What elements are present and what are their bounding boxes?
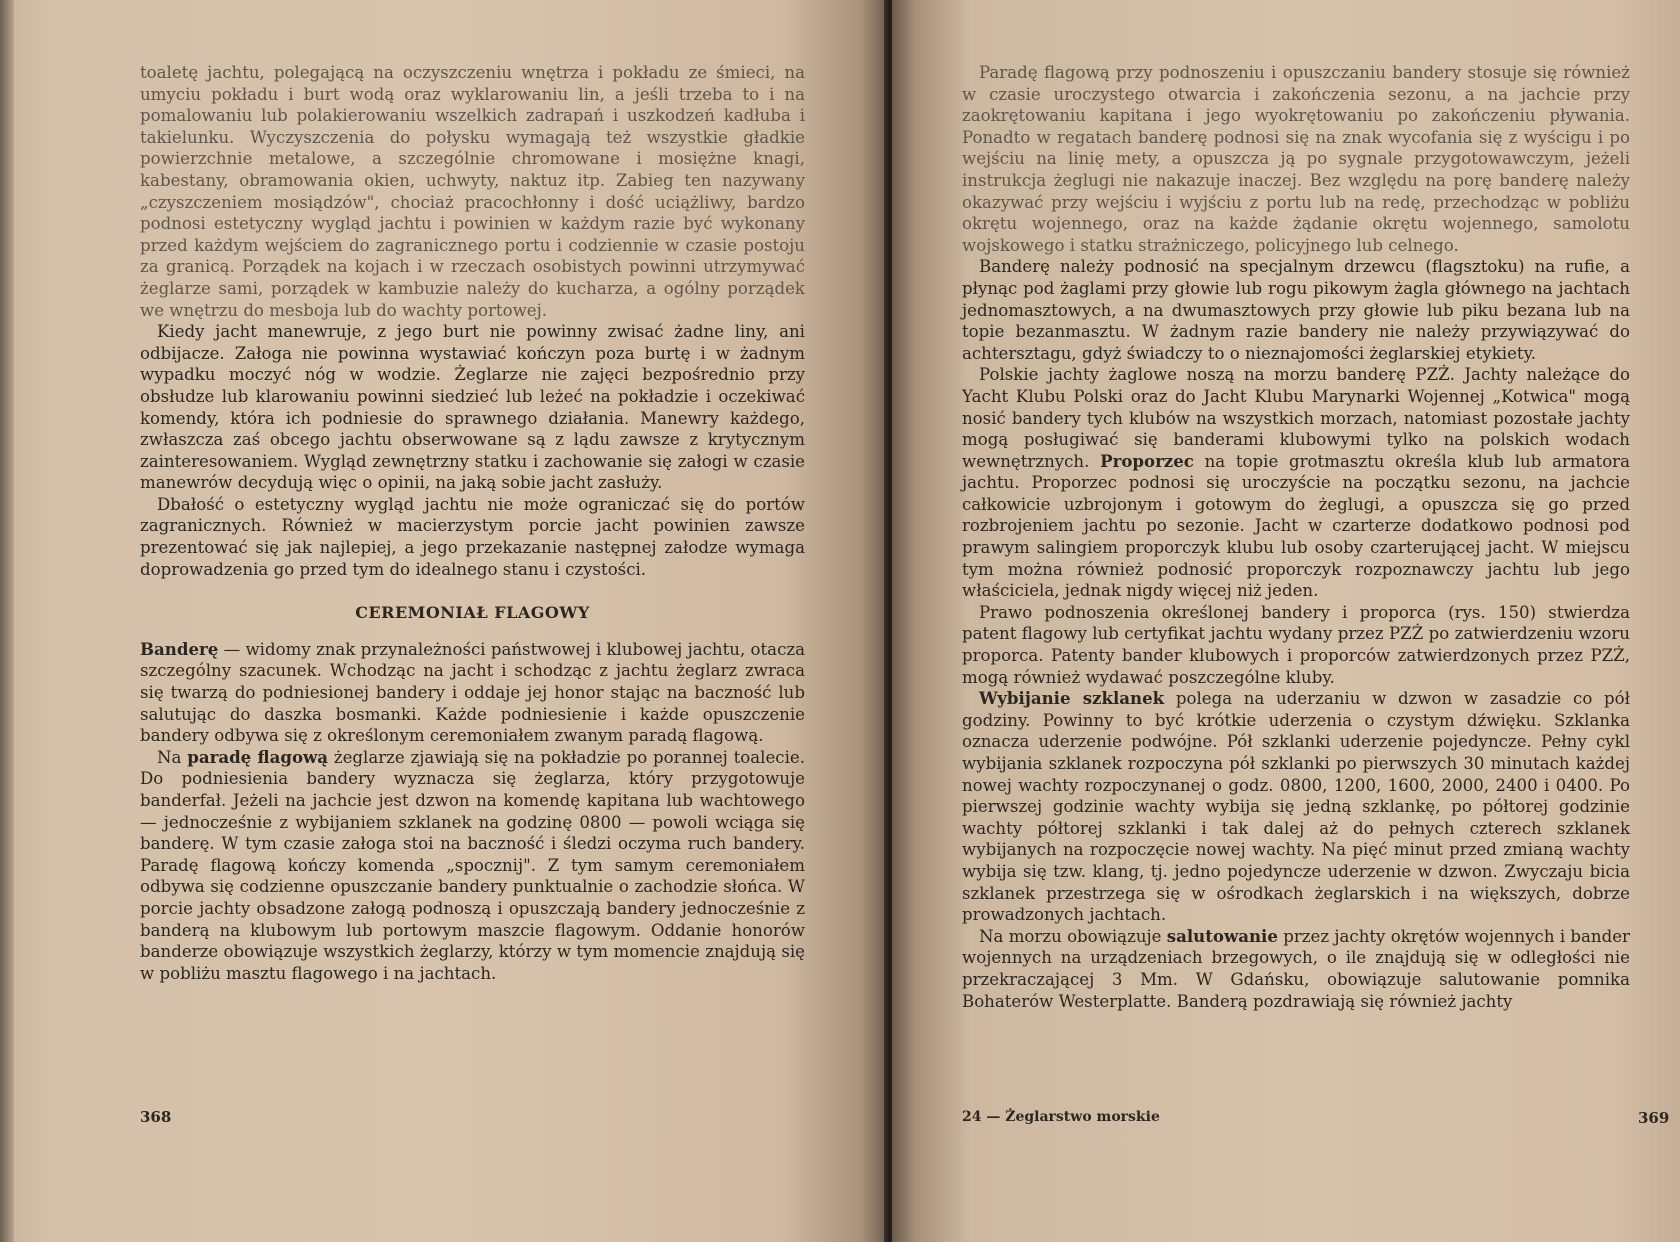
bold-term: Wybijanie szklanek (979, 688, 1165, 709)
paragraph-text: Na morzu obowiązuje (979, 926, 1167, 946)
paragraph-text: Polskie jachty żaglowe noszą na morzu banderę PZŻ. Jachty należące do Yacht Klubu Polski oraz do Jacht Klubu Marynarki Wojennej „Kotwica" mogą nosić bandery tych klubów na wszystkich morzach, natomiast pozostałe jachty mogą posługiwać się banderami klubowymi tylko na polskich wodach wewnętrznych. (962, 365, 1630, 471)
left-page-text (140, 62, 805, 984)
paragraph (962, 364, 1630, 602)
paragraph (140, 747, 805, 985)
paragraph: Kiedy jacht manewruje, z jego burt nie powinny zwisać żadne liny, ani odbijacze. Załoga nie powinna wystawiać kończyn poza burtę i w żadnym wypadku moczyć nóg w wodzie. Żeglarze nie zajęci bezpośrednio przy obsłudze lub klarowaniu powinni siedzieć lub leżeć na pokładzie i oczekiwać komendy, która ich podniesie do sprawnego działania. Manewry każdego, zwłaszcza zaś obcego jachtu obserwowane są z lądu zawsze z krytycznym zainteresowaniem. Wygląd zewnętrzny statku i zachowanie się załogi w czasie manewrów decydują więc o opinii, na jaką sobie jacht zasłuży. (140, 322, 805, 493)
paragraph: Banderę należy podnosić na specjalnym drzewcu (flagsztoku) na rufie, a płynąc pod żaglami przy głowie lub rogu pikowym żagla głównego na jachtach jednomasztowych, a na dwumasztowych przy głowie lub piku bezana lub na topie bezanmasztu. W żadnym razie bandery nie należy przywiązywać do achtersztagu, gdyż świadczy to o nieznajomości żeglarskiej etykiety. (962, 257, 1630, 363)
bold-term: salutowanie (1166, 925, 1278, 946)
paragraph: Prawo podnoszenia określonej bandery i proporca (rys. 150) stwierdza patent flagowy lub certyfikat jachtu wydany przez PZŻ po zatwierdzeniu wzoru proporca. Patenty bander klubowych i proporców zatwierdzonych przez PZŻ, mogą również wydawać poszczególne kluby. (962, 602, 1630, 687)
paragraph-text: polega na uderzaniu w dzwon w zasadzie co pół godziny. Powinny to być krótkie uderzenia o czystym dźwięku. Szklanka oznacza uderzenie podwójne. Pół szklanki uderzenie pojedyncze. Pełny cykl wybijania szklanek rozpoczyna pół szklanki po pierwszych 30 minutach każdej nowej wachty rozpoczynanej o godz. 0800, 1200, 1600, 2000, 2400 i 0400. Po pierwszej godzinie wachty wybija się jedną szklankę, po półtorej godzinie wachty półtorej szklanki i tak dalej aż do pełnych czterech szklanek wybijanych na rozpoczęcie nowej wachty. Na pięć minut przed zmianą wachty wybija się tzw. klang, tj. jedno pojedyncze uderzenie w dzwon. Zwyczaju bicia szklanek przestrzega się w ośrodkach żeglarskich i na większych, dobrze prowadzonych jachtach. (962, 689, 1631, 925)
paragraph (962, 926, 1630, 1012)
paragraph-text: na topie grotmasztu określa klub lub armatora jachtu. Proporzec podnosi się uroczyście na początku sezonu, na jachcie całkowicie uzbrojonym i gotowym do żeglugi, a opuszcza się go przed rozbrojeniem jachtu po sezonie. Jacht w czarterze dodatkowo podnosi pod prawym salingiem proporczyk klubu lub osoby czarterującej jacht. W miejscu tym można również podnosić proporczyk rozpoznawczy jachtu lub jego właściciela, jednak nigdy więcej niż jeden. (962, 451, 1631, 601)
paragraph: toaletę jachtu, polegającą na oczyszczeniu wnętrza i pokładu ze śmieci, na umyciu pokładu i burt wodą oraz wyklarowaniu lin, a jeśli trzeba to i na pomalowaniu lub polakierowaniu wszelkich zadrapań i uszkodzeń kadłuba i takielunku. Wyczyszczenia do połysku wymagają też wszystkie gładkie powierzchnie metalowe, a szczególnie chromowane i mosiężne knagi, kabestany, obramowania okien, uchwyty, naktuz itp. Zabieg ten nazywany „czyszczeniem mosiądzów", chociaż pracochłonny i dość uciążliwy, bardzo podnosi estetyczny wygląd jachtu i powinien w każdym razie być wykonany przed każdym wejściem do zagranicznego portu i codziennie w czasie postoju za granicą. Porządek na kojach i w rzeczach osobistych powinni utrzymywać żeglarze sami, porządek w kambuzie należy do kucharza, a ogólny porządek we wnętrzu do mesboja lub do wachty portowej. (140, 63, 805, 320)
paragraph (962, 688, 1630, 926)
paragraph: Paradę flagową przy podnoszeniu i opuszczaniu bandery stosuje się również w czasie uroczystego otwarcia i zakończenia sezonu, a na jachcie przy zaokrętowaniu kapitana i jego wyokrętowaniu po zakończeniu pływania. Ponadto w regatach banderę podnosi się na znak wycofania się z wyścigu i po wejściu na linię mety, a opuszcza ją po sygnale przygotowawczym, jeżeli instrukcja żeglugi nie nakazuje inaczej. Bez względu na porę banderę należy okazywać przy wejściu i wyjściu z portu lub na redę, przechodząc w pobliżu okrętu wojennego, oraz na każde żądanie okrętu wojennego, samolotu wojskowego i statku strażniczego, policyjnego lub celnego. (962, 63, 1630, 255)
paragraph (140, 639, 805, 747)
bold-term: Proporzec (1100, 450, 1194, 471)
paragraph-text: przez jachty okrętów wojennych i bander wojennych na urządzeniach brzegowych, o ile znajdują się w odległości nie przekraczającej 3 Mm. W Gdańsku, obowiązuje salutowanie pomnika Bohaterów Westerplatte. Banderą pozdrawiają się również jachty (962, 926, 1630, 1011)
page-number: 368 (140, 1108, 172, 1126)
paragraph-text: Na (157, 747, 188, 767)
paragraph-text: żeglarze zjawiają się na pokładzie po porannej toalecie. Do podniesienia bandery wyznacza się żeglarza, który przygotowuje banderfał. Jeżeli na jachcie jest dzwon na komendę kapitana lub wachtowego — jednocześnie z wybijaniem szklanek na godzinę 0800 — powoli wciąga się banderę. W tym czasie załoga stoi na baczność i śledzi oczyma ruch bandery. Paradę flagową kończy komenda „spocznij". Z tym samym ceremoniałem odbywa się codzienne opuszczanie bandery punktualnie o zachodzie słońca. W porcie jachty obsadzone załogą podnoszą i opuszczają bandery jednocześnie z banderą na klubowym lub portowym maszcie flagowym. Oddanie honorów banderze obowiązuje wszystkich żeglarzy, którzy w tym momencie znajdują się w pobliżu masztu flagowego i na jachtach. (140, 747, 805, 983)
page-edge (0, 0, 14, 1242)
paragraph-text: — widomy znak przynależności państwowej i klubowej jachtu, otacza szczególny szacunek. Wchodząc na jacht i schodząc z jachtu żeglarz zwraca się twarzą do podniesionej bandery i oddaje jej honor stając na baczność lub salutując do daszka bosmanki. Każde podniesienie i każde opuszczenie bandery odbywa się z określonym ceremoniałem zwanym paradą flagową. (140, 639, 805, 746)
right-page-text (962, 62, 1630, 1012)
section-heading: CEREMONIAŁ FLAGOWY (355, 603, 590, 623)
bold-term: paradę flagową (187, 746, 329, 767)
bold-term: Banderę (140, 638, 219, 659)
paragraph: Dbałość o estetyczny wygląd jachtu nie może ograniczać się do portów zagranicznych. Również w macierzystym porcie jacht powinien zawsze prezentować się jak najlepiej, a jego przekazanie następnej załodze wymaga doprowadzenia go przed tym do idealnego stanu i czystości. (140, 494, 805, 579)
right-page (892, 0, 1680, 1242)
page-number: 369 (1638, 1109, 1670, 1127)
running-footer: 24 — Żeglarstwo morskie (962, 1109, 1160, 1125)
